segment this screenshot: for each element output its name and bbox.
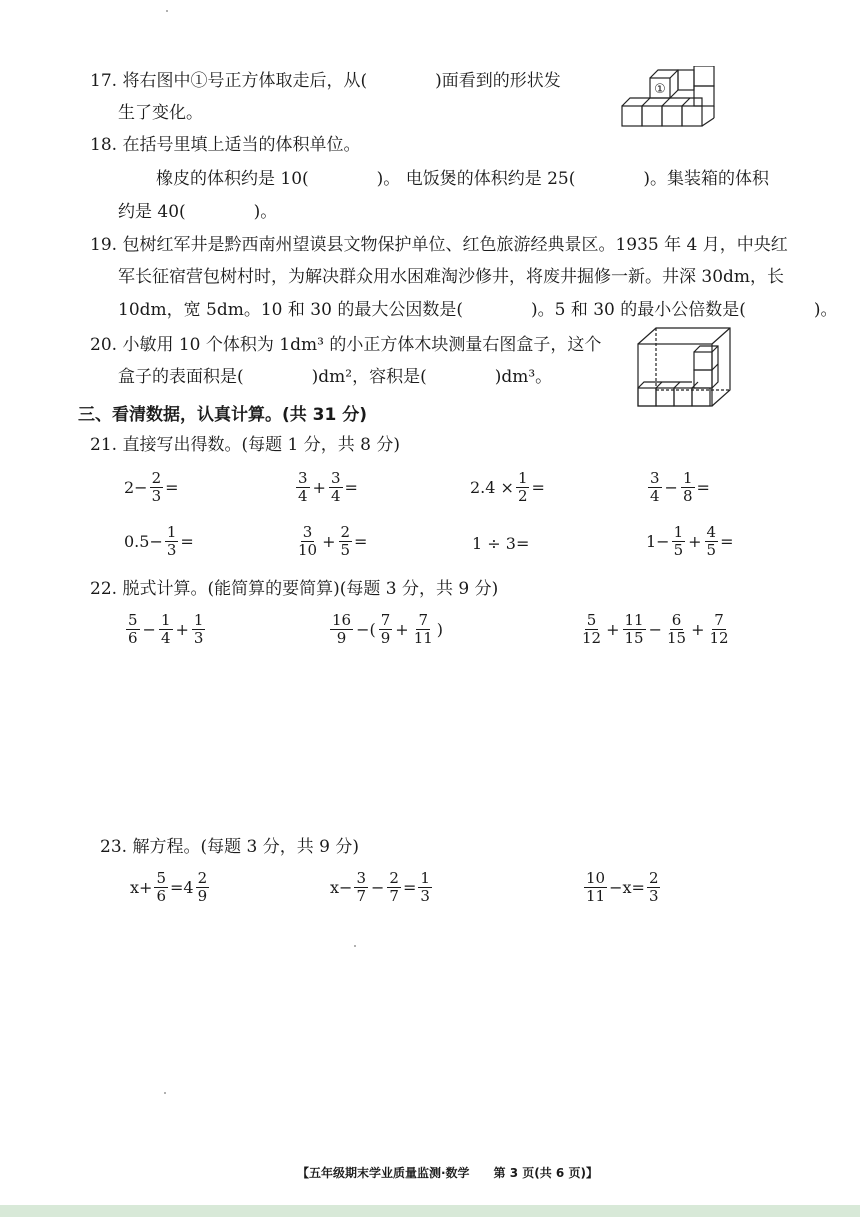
q20-box-figure xyxy=(636,326,734,408)
q21-item-h: 1− $\frac{1}{5}$ + $\frac{4}{5}$ = xyxy=(646,523,734,559)
q18-line3: 约是 40( )。 xyxy=(118,202,278,222)
q19-line2: 军长征宿营包树村时，为解决群众用水困难淘沙修井，将废井掘修一新。井深 30dm，长 xyxy=(118,267,785,287)
q17-cubes-figure xyxy=(620,66,722,130)
q23-item-c: $\frac{10}{11}$ −x= $\frac{2}{3}$ xyxy=(586,869,659,905)
q21-item-c: 2.4 × $\frac{1}{2}$ = xyxy=(470,469,545,505)
scan-speck xyxy=(166,10,168,12)
q20-line2: 盒子的表面积是( )dm²，容积是( )dm³。 xyxy=(118,367,553,387)
q22-item-b: $\frac{16}{9}$ −( $\frac{7}{9}$ + $\frac{7}{11}$ ) xyxy=(332,611,444,647)
q23-title: 23. 解方程。(每题 3 分，共 9 分) xyxy=(100,837,359,857)
q20-line1: 20. 小敏用 10 个体积为 1dm³ 的小正方体木块测量右图盒子，这个 xyxy=(90,335,602,355)
q17-line1: 17. 将右图中①号正方体取走后，从( )面看到的形状发 xyxy=(90,71,561,91)
q21-item-g: 1 ÷ 3= xyxy=(472,534,530,553)
page-footer: 【五年级期末学业质量监测·数学 第 3 页(共 6 页)】 xyxy=(297,1166,598,1180)
q23-item-a: x+ $\frac{5}{6}$ =4 $\frac{2}{9}$ xyxy=(130,869,208,905)
scan-speck xyxy=(164,1092,166,1094)
q21-item-d: $\frac{3}{4}$ − $\frac{1}{8}$ = xyxy=(650,469,710,505)
q19-line3: 10dm，宽 5dm。10 和 30 的最大公因数是( )。5 和 30 的最小公倍数是( )。 xyxy=(118,300,838,320)
scan-speck xyxy=(354,945,356,947)
q18-line1: 18. 在括号里填上适当的体积单位。 xyxy=(90,135,361,155)
q21-title: 21. 直接写出得数。(每题 1 分，共 8 分) xyxy=(90,435,400,455)
q21-item-e: 0.5− $\frac{1}{3}$ = xyxy=(124,523,194,559)
q21-item-f: $\frac{3}{10}$ + $\frac{2}{5}$ = xyxy=(298,523,368,559)
q22-item-a: $\frac{5}{6}$ − $\frac{1}{4}$ + $\frac{1}{3}$ xyxy=(128,611,204,647)
q21-item-b: $\frac{3}{4}$ + $\frac{3}{4}$ = xyxy=(298,469,358,505)
q23-item-b: x− $\frac{3}{7}$ − $\frac{2}{7}$ = $\frac{1}{3}$ xyxy=(330,869,430,905)
q19-line1: 19. 包树红军井是黔西南州望谟县文物保护单位、红色旅游经典景区。1935 年 4 月，中央红 xyxy=(90,235,788,255)
q17-line2: 生了变化。 xyxy=(118,103,203,123)
q18-line2: 橡皮的体积约是 10( )。 电饭煲的体积约是 25( )。集装箱的体积 xyxy=(156,169,770,189)
q22-item-c: $\frac{5}{12}$ + $\frac{11}{15}$ − $\frac{6}{15}$ + $\frac{7}{12}$ xyxy=(582,611,729,647)
bottom-edge-strip xyxy=(0,1205,860,1217)
cube-1-label: ① xyxy=(654,82,666,97)
q22-title: 22. 脱式计算。(能简算的要简算)(每题 3 分，共 9 分) xyxy=(90,579,499,599)
section3-title: 三、看清数据，认真计算。(共 31 分) xyxy=(78,405,368,425)
q21-item-a: 2− $\frac{2}{3}$ = xyxy=(124,469,179,505)
